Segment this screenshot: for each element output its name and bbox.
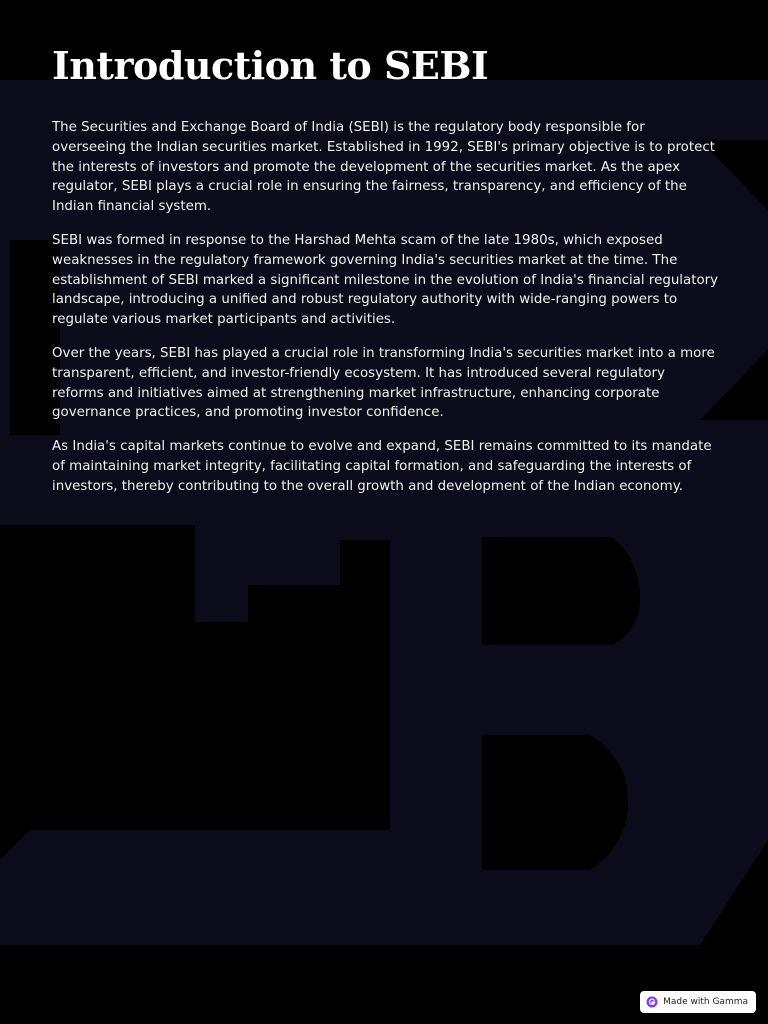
paragraph-intro: The Securities and Exchange Board of India (SEBI) is the regulatory body responsible for overseeing the Indian securities market. Established in 1992, SEBI's primary objective is to protect the interests of investors and promote the development of the securities market. As the apex regulator, SEBI plays a crucial role in ensuring the fairness, transparency, and efficiency of the Indian financial system. [52,120,715,215]
paragraph-commitment: As India's capital markets continue to evolve and expand, SEBI remains committed to its mandate of maintaining market integrity, facilitating capital formation, and safeguarding the interests of investors, thereby contributing to the overall growth and development of the Indian economy. [52,439,712,494]
paragraph-formation: SEBI was formed in response to the Harshad Mehta scam of the late 1980s, which exposed weaknesses in the regulatory framework governing India's securities market at the time. The establishment of SEBI marked a significant milestone in the evolution of India's financial regulatory landscape, introducing a unified and robust regulatory authority with wide-ranging powers to regulate various market participants and activities. [52,232,719,328]
badge-label: Made with Gamma [663,997,748,1007]
gamma-logo-icon [646,996,658,1008]
page-title: Introduction to SEBI [52,43,489,88]
made-with-gamma-badge[interactable] [640,991,756,1013]
paragraph-transformation: Over the years, SEBI has played a crucial role in transforming India's securities market into a more transparent, efficient, and investor-friendly ecosystem. It has introduced several regulatory reforms and initiatives aimed at strengthening market infrastructure, enhancing corporate governance practices, and promoting investor confidence. [52,345,715,421]
slide-content [52,40,720,511]
